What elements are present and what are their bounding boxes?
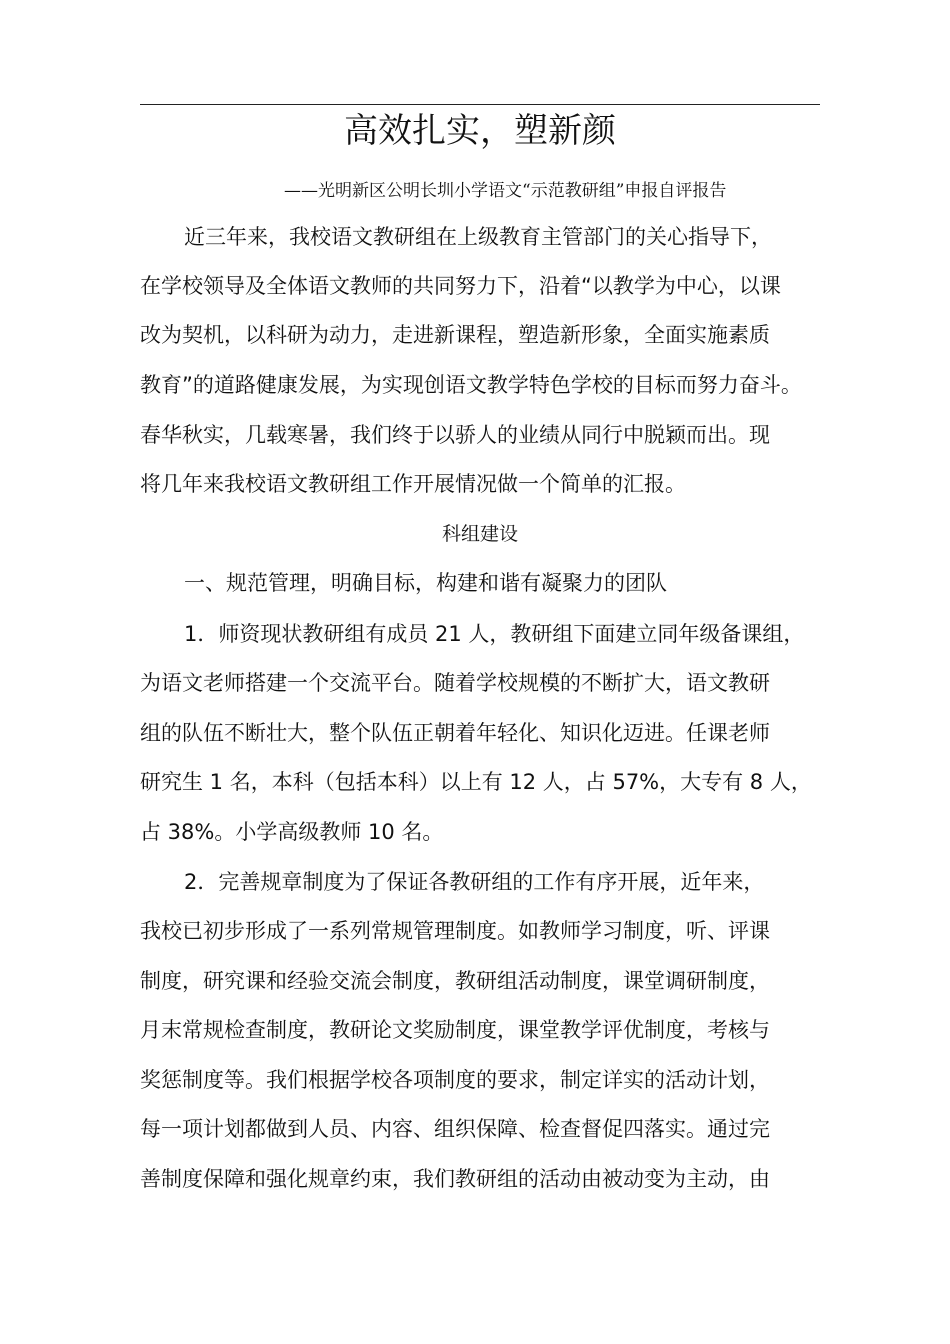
item1-line: 研究生 1 名，本科（包括本科）以上有 12 人，占 57%，大专有 8 人，: [140, 770, 812, 794]
intro-line: 教育”的道路健康发展，为实现创语文教学特色学校的目标而努力奋斗。: [140, 373, 802, 397]
intro-line: 改为契机，以科研为动力，走进新课程，塑造新形象，全面实施素质: [140, 323, 770, 347]
item1-line: 1．师资现状教研组有成员 21 人，教研组下面建立同年级备课组，: [184, 622, 805, 646]
header-rule: [140, 104, 820, 105]
item2-line: 奖惩制度等。我们根据学校各项制度的要求，制定详实的活动计划，: [140, 1068, 770, 1092]
intro-line: 近三年来，我校语文教研组在上级教育主管部门的关心指导下，: [184, 225, 772, 249]
item2-line: 每一项计划都做到人员、内容、组织保障、检查督促四落实。通过完: [140, 1117, 770, 1141]
intro-line: 在学校领导及全体语文教师的共同努力下，沿着“以教学为中心，以课: [140, 274, 781, 298]
item2-line: 制度，研究课和经验交流会制度，教研组活动制度，课堂调研制度，: [140, 969, 770, 993]
document-subtitle: ——光明新区公明长圳小学语文“示范教研组”申报自评报告: [284, 181, 727, 201]
intro-line: 春华秋实，几载寒暑，我们终于以骄人的业绩从同行中脱颖而出。现: [140, 423, 770, 447]
item1-line: 组的队伍不断壮大，整个队伍正朝着年轻化、知识化迈进。任课老师: [140, 721, 770, 745]
section-heading: 科组建设: [441, 523, 518, 545]
document-title: 高效扎实，塑新颜: [344, 111, 616, 151]
item2-line: 月末常规检查制度，教研论文奖励制度，课堂教学评优制度，考核与: [140, 1018, 770, 1042]
item2-line: 善制度保障和强化规章约束，我们教研组的活动由被动变为主动，由: [140, 1167, 770, 1191]
item1-line: 为语文老师搭建一个交流平台。随着学校规模的不断扩大，语文教研: [140, 671, 770, 695]
intro-line: 将几年来我校语文教研组工作开展情况做一个简单的汇报。: [140, 472, 686, 496]
item2-line: 2．完善规章制度为了保证各教研组的工作有序开展，近年来，: [184, 870, 765, 894]
item1-line: 占 38%。小学高级教师 10 名。: [140, 820, 444, 844]
subheading: 一、规范管理，明确目标，构建和谐有凝聚力的团队: [184, 571, 667, 595]
item2-line: 我校已初步形成了一系列常规管理制度。如教师学习制度，听、评课: [140, 919, 770, 943]
